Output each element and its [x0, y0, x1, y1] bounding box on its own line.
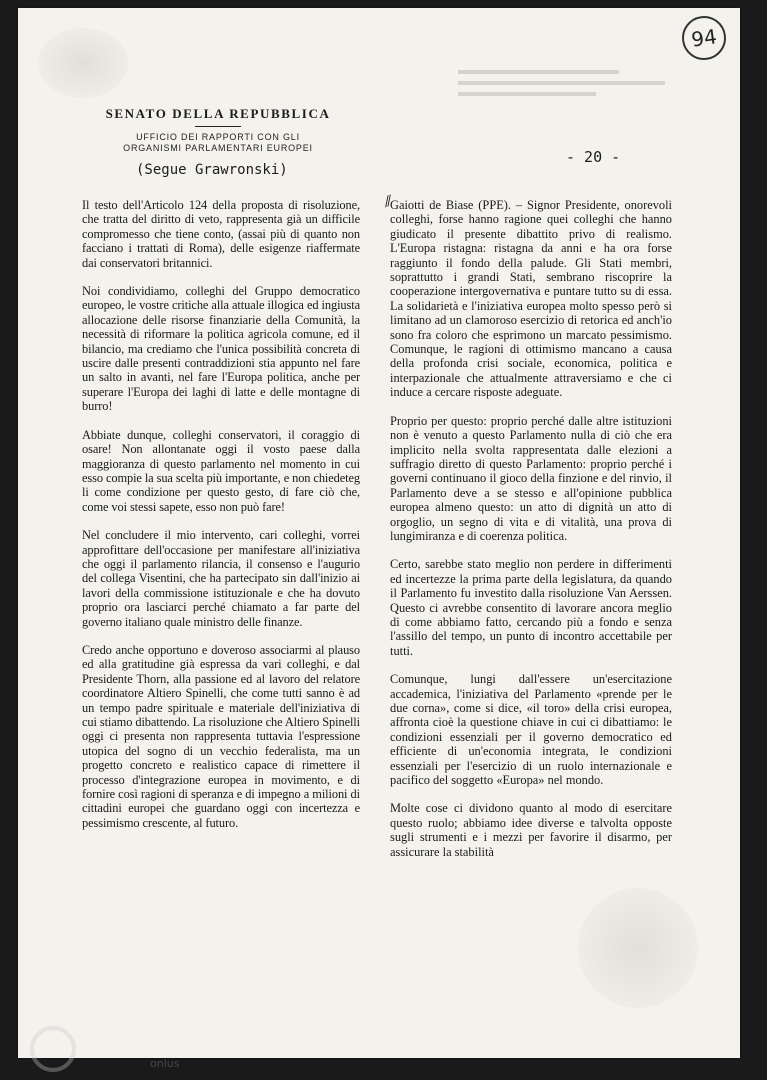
watermark-text: onlus — [150, 1057, 180, 1070]
paper-stain — [38, 28, 128, 98]
paragraph: Nel concludere il mio intervento, cari colleghi, vorrei approfittare dell'occasione per manifestare all'iniziativa che oggi il parlamento rilancia, il consenso e l'augurio del collega Visentini, che ha partecipato sin dall'inizio ai lavori della commissione istituzionale e che ha dovuto proprio ora lasciarci perché chiamato a far parte del governo italiano quale ministro delle finanze. — [82, 528, 360, 629]
paragraph: Molte cose ci dividono quanto al modo di esercitare questo ruolo; abbiamo idee diverse e talvolta opposte sugli strumenti e i mezzi per favorire il disarmo, per assicurare la stabilità — [390, 801, 672, 859]
document-header — [88, 106, 348, 154]
interjection-mark: ⁄⁄ — [383, 193, 394, 211]
document-page — [18, 8, 740, 1058]
paragraph: Gaiotti de Biase (PPE). – Signor Presidente, onorevoli colleghi, forse hanno ragione quei colleghi che hanno giudicato il presente dibattito privo di realismo. L'Europa ristagna: ristagna da anni e ha ora forse raggiunto il fondo della palude. Gli Stati membri, soprattutto i grandi Stati, sembrano riscoprire la cooperazione intergovernativa e puntare tutto su di essa. La solidarietà e l'iniziativa europea molto spesso però si limitano ad un clamoroso esercizio di retorica ed anch'io sono fra coloro che esprimono un marcato pessimismo. Comunque, le ragioni di ottimismo mancano a causa della profonda crisi sociale, economica, politica e interpazionale che attualmente attraversiamo e che ci induce a cercare risposte adeguate. — [390, 198, 672, 400]
bleed-through-text — [458, 70, 688, 130]
paragraph: Proprio per questo: proprio perché dalle altre istituzioni non è venuto a questo Parlamento nulla di ciò che era implicito nella svolta rappresentata dalle elezioni a suffragio diretto di questo Parlamento: proprio perché i governi continuano il gioco della finzione e del rinvio, il Parlamento deve a se stesso e all'opinione pubblica europea almeno questo: un atto di dignità un atto di orgoglio, un segno di vita e di vitalità, una prova di lungimiranza e di coerenza politica. — [390, 413, 672, 543]
paragraph: Credo anche opportuno e doveroso associarmi al plauso ed alla gratitudine già espressa da vari colleghi, e dal Presidente Thorn, alla passione ed al lavoro del relatore coordinatore Altiero Spinelli, che come tutti sanno è ad un tempo padre spirituale e materiale dell'iniziativa di cui stiamo dibattendo. La risoluzione che Altiero Spinelli oggi ci presenta non rappresenta tuttavia l'espressione utopica del sogno di un vecchio federalista, ma un progetto concreto e realistico capace di rimettere il processo d'integrazione europea in movimento, e di fornire così ragioni di speranza e di impegno a milioni di cittadini europei che guardano oggi con incertezza e pessimismo crescente, al futuro. — [82, 642, 360, 830]
header-rule — [195, 126, 241, 127]
right-column — [390, 198, 672, 873]
speaker-note: (Segue Grawronski) — [136, 162, 288, 178]
office-line-1: UFFICIO DEI RAPPORTI CON GLI — [136, 132, 300, 142]
paragraph: Noi condividiamo, colleghi del Gruppo democratico europeo, le vostre critiche alla attuale illogica ed ingiusta allocazione delle risorse finanziarie della Comunità, la necessità di riformare la politica agricola comune, ed il bilancio, ma crediamo che l'unica possibilità concreta di uscire dalle presenti contraddizioni stia appunto nel fare un salto in avanti, nel fare l'Europa politica, anche per superare l'Europa dei laghi di latte e delle montagne di burro! — [82, 284, 360, 414]
institution-title: SENATO DELLA REPUBBLICA — [105, 106, 331, 121]
watermark-logo-icon — [30, 1026, 76, 1072]
paper-stain — [578, 888, 698, 1008]
left-column — [82, 198, 360, 844]
paragraph: Certo, sarebbe stato meglio non perdere in differimenti ed incertezze la prima parte della legislatura, da quando il Parlamento fu investito dalla risoluzione Van Aerssen. Questo ci avrebbe consentito di lavorare ancora meglio di come abbiamo fatto, cercando più a fondo e senza l'assillo del tempo, un punto di incontro accettabile per tutti. — [390, 557, 672, 658]
paragraph: Abbiate dunque, colleghi conservatori, il coraggio di osare! Non allontanate oggi il vosto paese dalla maggioranza di questo parlamento nel momento in cui esso compie la sua scelta più importante, e non chiedeteg li come condizione per questo gesto, di fare ciò che, come voi stessi sapete, esso non può fare! — [82, 427, 360, 514]
paragraph: Comunque, lungi dall'essere un'esercitazione accademica, l'iniziativa del Parlamento «prende per le due corna», come si dice, «il toro» della crisi europea, affronta cioè la questione chiave in cui ci dibattiamo: le condizioni essenziali per il governo democratico ed efficiente di un'economia integrata, le condizioni essenziali per l'esercizio di un ruolo internazionale e pacifico del soggetto «Europa» nel mondo. — [390, 672, 672, 788]
paragraph: Il testo dell'Articolo 124 della proposta di risoluzione, che tratta del diritto di veto, rappresenta già un difficile compromesso che tiene conto, (assai più di quanto non facciano i trattati di Roma), delle esigenze riaffermate dai conservatori britannici. — [82, 198, 360, 270]
handwritten-page-number: 94 — [679, 13, 729, 63]
folio-number: - 20 - — [566, 148, 621, 166]
office-line-2: ORGANISMI PARLAMENTARI EUROPEI — [123, 143, 313, 153]
